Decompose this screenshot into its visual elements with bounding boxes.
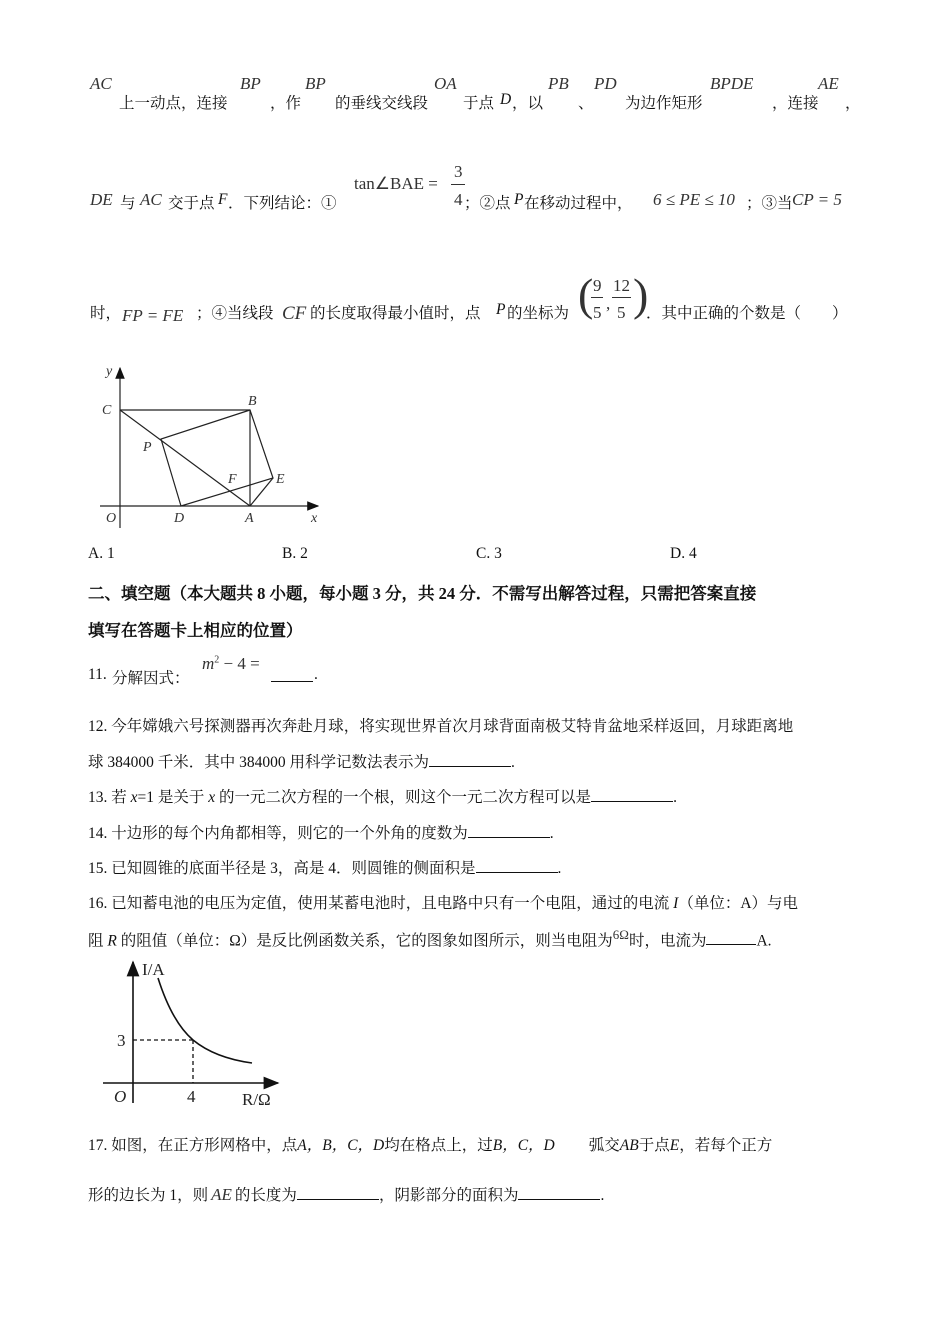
label-P: P	[143, 440, 152, 455]
text: ，	[845, 95, 861, 112]
q11-answer-blank[interactable]	[271, 667, 313, 682]
q15-text: 15. 已知圆锥的底面半径是 3，高是 4．则圆锥的侧面积是	[88, 860, 476, 877]
paren-left: (	[578, 269, 594, 320]
q17-line1	[88, 1133, 878, 1155]
text: ；③当	[746, 195, 793, 212]
q16-var-R: R	[107, 932, 117, 950]
option-D[interactable]: D. 4	[670, 545, 697, 562]
point-P: P	[496, 301, 506, 318]
x-tick-4: 4	[187, 1087, 196, 1106]
math-inequality: 6 ≤ PE ≤ 10	[653, 190, 735, 209]
text: ，连接	[772, 95, 819, 112]
q12-line2	[88, 750, 515, 772]
q16-text: （单位：A）与电	[678, 895, 799, 912]
q11-var-m: m	[202, 654, 215, 673]
label-y: y	[106, 364, 113, 379]
option-A[interactable]: A. 1	[88, 545, 115, 562]
q16-text: 的阻值（单位：Ω）是反比例函数关系，它的图象如图所示，则当电阻为	[116, 932, 613, 950]
q16-line2	[88, 927, 772, 949]
q13-text: 的一元二次方程的一个根，则这个一元二次方程可以是	[215, 789, 592, 806]
section-heading-line2: 填写在答题卡上相应的位置）	[88, 621, 303, 640]
period: .	[314, 666, 318, 683]
label-A: A	[245, 511, 254, 526]
label-E: E	[276, 472, 285, 487]
coord-y-num: 12	[613, 276, 630, 295]
text: 交于点	[168, 195, 215, 212]
q13-var-x: x	[130, 789, 138, 806]
text: 的长度取得最小值时，点	[310, 305, 481, 322]
point-F: F	[218, 191, 228, 208]
math-AC: AC	[90, 74, 112, 93]
q10-geometry-figure	[95, 360, 335, 535]
period: .	[557, 860, 562, 877]
text: ，作	[270, 95, 302, 112]
math-BP: BP	[240, 74, 261, 93]
option-B[interactable]: B. 2	[282, 545, 308, 562]
text: 为边作矩形	[625, 95, 703, 112]
label-F: F	[228, 472, 237, 487]
q17-text: 于点	[638, 1137, 670, 1154]
y-tick-3: 3	[117, 1031, 126, 1050]
q17-text: 形的边长为 1，则	[88, 1187, 209, 1204]
q13-text: =1 是关于	[137, 789, 209, 806]
question-13	[88, 785, 677, 807]
x-axis-label: R/Ω	[242, 1090, 271, 1109]
section-heading-line1: 二、填空题（本大题共 8 小题，每小题 3 分，共 24 分．不需写出解答过程，只需把答案直接	[88, 584, 757, 603]
text: ，以	[512, 95, 544, 112]
q17-text: 17. 如图，在正方形网格中，点	[88, 1137, 298, 1154]
q15-answer-blank[interactable]	[476, 858, 558, 873]
frac-den: 4	[454, 190, 463, 209]
inverse-curve	[158, 978, 252, 1063]
math-PB: PB	[548, 74, 569, 93]
math-FP-eq-FE: FP = FE	[122, 306, 184, 325]
q16-text: 时，电流为	[628, 932, 707, 950]
math-BP: BP	[305, 74, 326, 93]
segment-CA	[120, 410, 250, 506]
text: 的坐标为	[507, 305, 570, 322]
option-C[interactable]: C. 3	[476, 545, 502, 562]
text: 的垂线交线段	[335, 95, 429, 112]
q17-text: 均在格点上，过	[384, 1137, 493, 1154]
q13-text: 13. 若	[88, 789, 131, 806]
coord-x-num: 9	[593, 276, 602, 295]
q17-points: B，C，D	[492, 1137, 555, 1154]
math-DE: DE	[90, 190, 113, 209]
math-tan-BAE: tan∠BAE =	[354, 174, 438, 193]
math-CF: CF	[282, 303, 307, 324]
text: ．其中正确的个数是（ ）	[646, 305, 848, 322]
q16-inverse-proportion-chart	[95, 955, 295, 1115]
q11-exp: 2	[214, 654, 220, 666]
math-AE: AE	[818, 74, 839, 93]
q12-text: 球 384000 千米．其中 384000 用科学记数法表示为	[88, 754, 430, 771]
text: 、	[578, 95, 594, 112]
frac-bar	[612, 297, 631, 298]
q16-text: 阻	[88, 932, 108, 950]
coord-y-den: 5	[617, 303, 626, 322]
q17-points: A，B，C，D	[297, 1137, 385, 1154]
q14-text: 14. 十边形的每个内角都相等，则它的一个外角的度数为	[88, 825, 468, 842]
question-11	[88, 650, 488, 690]
q16-line1	[88, 891, 798, 913]
frac-bar	[591, 297, 603, 298]
text: 时，	[90, 305, 122, 322]
period: .	[673, 789, 677, 806]
text: 在移动过程中，	[524, 195, 633, 212]
q12-answer-blank[interactable]	[429, 752, 511, 767]
q17-point-E: E	[669, 1137, 680, 1154]
q17-text: 的长度为	[234, 1187, 297, 1204]
q17-line2	[88, 1183, 604, 1207]
period: .	[511, 754, 515, 771]
q14-answer-blank[interactable]	[468, 823, 550, 838]
point-D: D	[500, 91, 512, 108]
q10-line2	[90, 160, 870, 220]
q17-text: ，阴影部分的面积为	[378, 1187, 519, 1204]
q17-answer-blank-2[interactable]	[518, 1185, 600, 1200]
text: ．下列结论：①	[228, 195, 337, 212]
q17-arc-AE: AE	[211, 1185, 232, 1204]
math-OA: OA	[434, 74, 457, 93]
label-O: O	[106, 511, 117, 526]
y-axis-label: I/A	[142, 960, 165, 979]
q17-text: 弧交	[588, 1137, 620, 1154]
period: .	[549, 825, 554, 842]
q17-seg-AB: AB	[619, 1137, 639, 1154]
q16-resistance-value: 6Ω	[612, 927, 629, 942]
frac-bar	[451, 184, 465, 185]
math-CP-eq-5: CP = 5	[792, 190, 842, 209]
q17-answer-blank-1[interactable]	[297, 1185, 379, 1200]
q17-text: ，若每个正方	[679, 1137, 773, 1154]
math-PD: PD	[594, 74, 617, 93]
text: 与	[120, 195, 136, 212]
question-15	[88, 856, 561, 878]
text: ；④当线段	[196, 305, 274, 322]
text: 于点	[463, 95, 495, 112]
text: 上一动点，连接	[119, 95, 228, 112]
comma: ,	[606, 294, 611, 313]
q13-answer-blank[interactable]	[591, 787, 673, 802]
rectangle-BPDE	[161, 410, 273, 506]
label-B: B	[248, 394, 257, 409]
q16-text: 16. 已知蓄电池的电压为定值，使用某蓄电池时，且电路中只有一个电阻，通过的电流	[88, 895, 674, 912]
label-x: x	[311, 511, 318, 526]
question-14	[88, 821, 554, 843]
segment-AE	[250, 478, 273, 506]
q16-answer-blank[interactable]	[706, 930, 756, 945]
label-D: D	[174, 511, 185, 526]
q12-line1: 12. 今年嫦娥六号探测器再次奔赴月球，将实现世界首次月球背面南极艾特肯盆地采样返回，月球距离地	[88, 718, 794, 735]
point-P: P	[514, 191, 524, 208]
q16-var-I: I	[673, 895, 679, 912]
q11-text: 分解因式：	[112, 670, 190, 687]
label-C: C	[102, 403, 112, 418]
q10-line3	[90, 270, 870, 340]
paren-right: )	[633, 269, 649, 320]
coord-x-den: 5	[593, 303, 602, 322]
period: .	[600, 1187, 605, 1204]
frac-num: 3	[454, 162, 463, 181]
q13-var-x: x	[208, 789, 216, 806]
math-BPDE: BPDE	[710, 74, 754, 93]
q11-expr: − 4 =	[219, 654, 260, 673]
origin-label: O	[114, 1087, 127, 1106]
q16-unit: A.	[756, 932, 772, 950]
math-AC: AC	[140, 190, 162, 209]
text: ；②点	[464, 195, 511, 212]
q11-number: 11.	[88, 666, 107, 683]
